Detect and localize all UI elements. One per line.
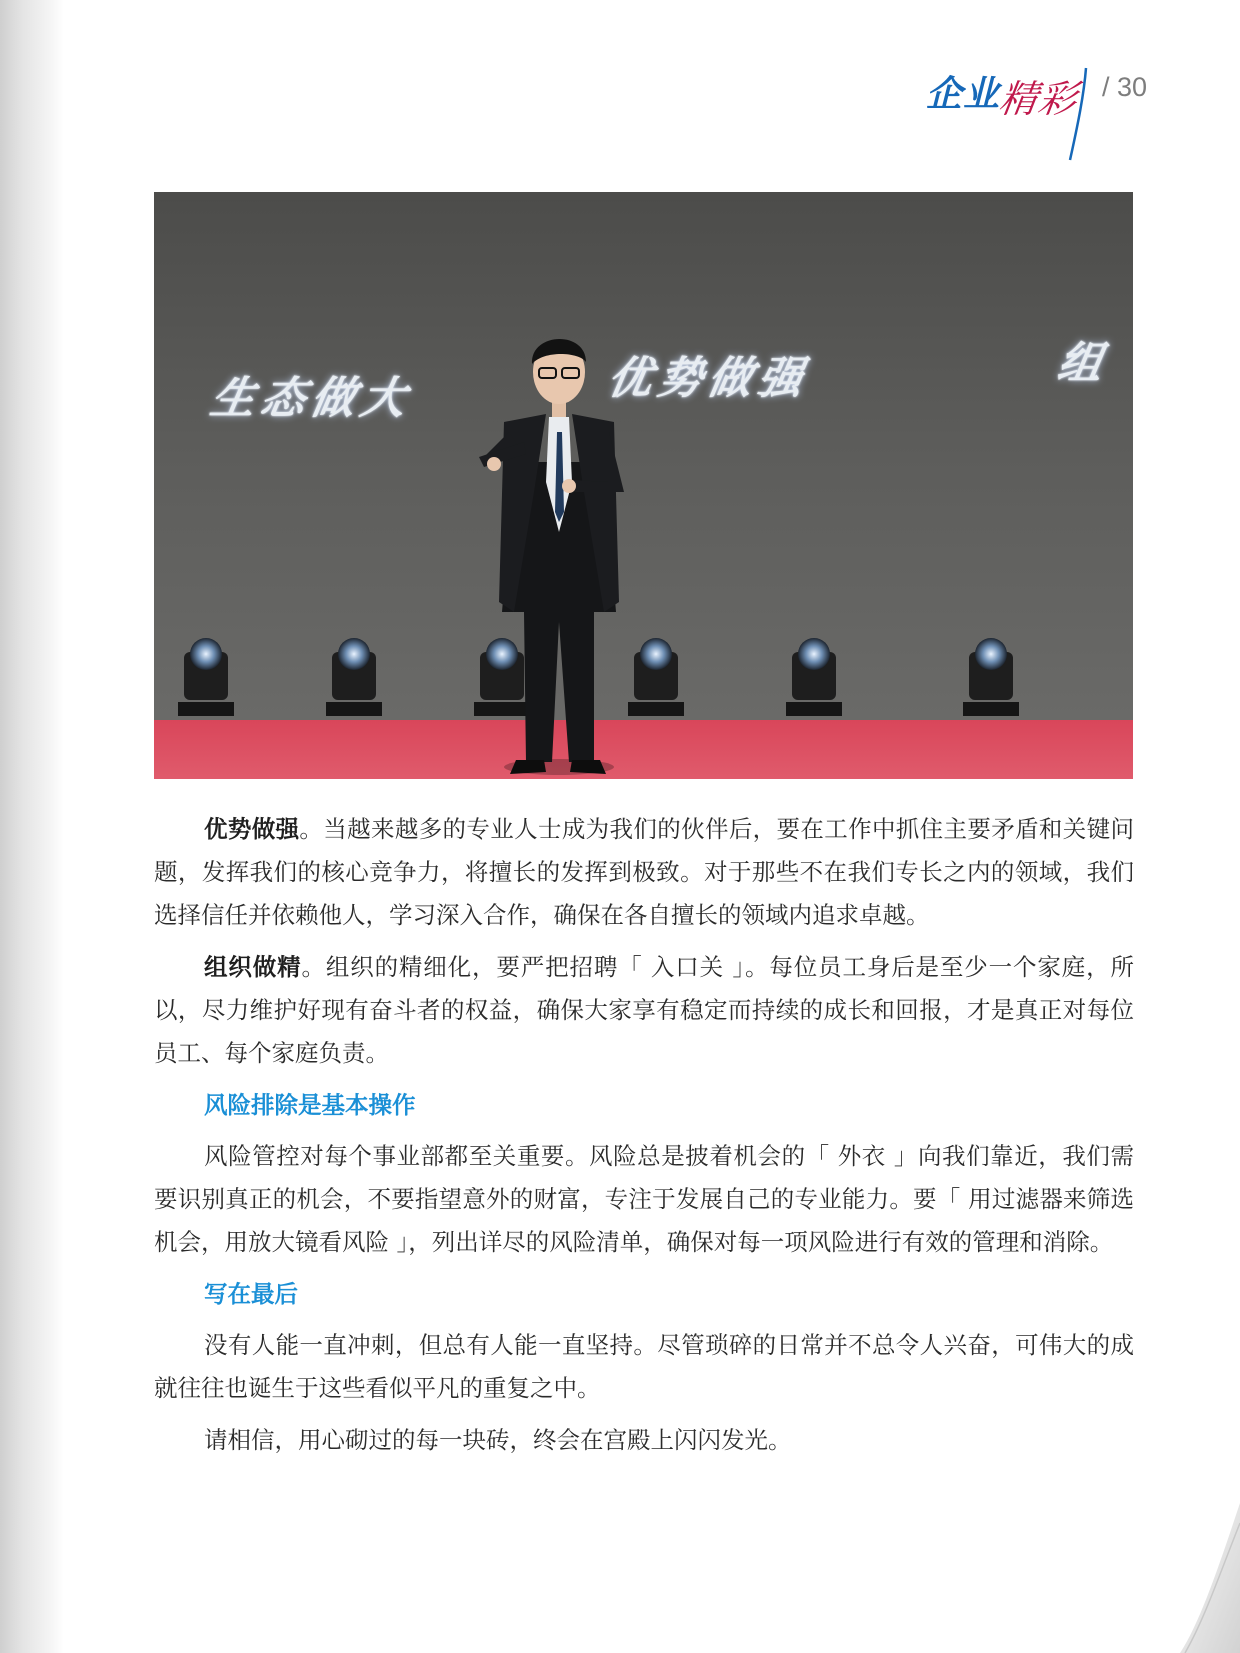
section-heading-risk: 风险排除是基本操作 (204, 1091, 416, 1119)
page-spine-shadow (0, 0, 64, 1653)
brand-title-part1: 企业 (926, 74, 1001, 115)
paragraph-lead: 组织做精 (204, 953, 302, 981)
paragraph-lead: 优势做强 (204, 815, 300, 843)
page-curl-corner (1120, 1503, 1240, 1653)
stage-photo (154, 192, 1133, 779)
paragraph-advantage (154, 808, 1134, 937)
banner-text-3: 组 (1053, 338, 1113, 389)
banner-text-2: 优势做强 (603, 353, 813, 404)
paragraph-organization (154, 946, 1134, 1075)
paragraph-closing-1: 没有人能一直冲刺，但总有人能一直坚持。尽管琐碎的日常并不总令人兴奋，可伟大的成就往往也诞生于这些看似平凡的重复之中。 (154, 1331, 1134, 1402)
paragraph-risk: 风险管控对每个事业部都至关重要。风险总是披着机会的「 外衣 」向我们靠近，我们需要识别真正的机会，不要指望意外的财富，专注于发展自己的专业能力。要「 用过滤器来筛选机会，用放大镜看风险 」，列出详尽的风险清单，确保对每一项风险进行有效的管理和消除。 (154, 1142, 1134, 1256)
banner-text-1: 生态做大 (206, 373, 416, 424)
paragraph-closing-2: 请相信，用心砌过的每一块砖，终会在宫殿上闪闪发光。 (204, 1426, 792, 1454)
paragraph-text: 。当越来越多的专业人士成为我们的伙伴后，要在工作中抓住主要矛盾和关键问题，发挥我们的核心竞争力，将擅长的发挥到极致。对于那些不在我们专长之内的领域，我们选择信任并依赖他人，学习深入合作，确保在各自擅长的领域内追求卓越。 (154, 815, 1134, 929)
paragraph-text: 。组织的精细化，要严把招聘「 入口关 」。每位员工身后是至少一个家庭，所以，尽力维护好现有奋斗者的权益，确保大家享有稳定而持续的成长和回报，才是真正对每位员工、每个家庭负责。 (154, 953, 1134, 1067)
brand-title-part2: 精彩 (996, 77, 1081, 121)
article-body (154, 808, 1134, 1471)
stage-photo-scene (154, 192, 1133, 779)
page-number: / 30 (1102, 72, 1148, 102)
page-header (920, 64, 1160, 164)
brand-swoosh-icon (1060, 64, 1100, 164)
section-heading-closing: 写在最后 (204, 1280, 298, 1308)
